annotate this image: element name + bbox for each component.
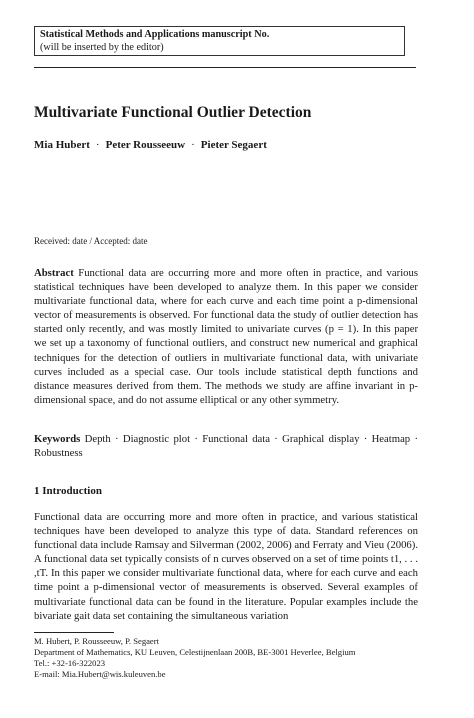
author-separator: · (95, 139, 100, 151)
author-1: Mia Hubert (34, 139, 90, 151)
received-date: Received: date / Accepted: date (34, 236, 148, 246)
author-list (34, 139, 267, 151)
author-separator: · (191, 139, 195, 151)
footnote-authors: M. Hubert, P. Rousseeuw, P. Segaert (34, 636, 159, 646)
abstract-text: Functional data are occurring more and more often in practice, and various statistical techniques have been developed to analyze them. In this paper we consider multivariate functional data, where for each curve and each time point a p-dimensional vector of measurements is observed. For functional data the study of outlier detection has started only recently, and was mostly limited to univariate curves (p = 1). In this paper we set up a taxonomy of functional outliers, and construct new numerical and graphical techniques for the detection of outliers in multivariate functional data, with univariate curves included as a special case. Our tools include statistical depth functions and distance measures derived from them. The methods we study are affine invariant in p-dimensional space, and do not assume elliptical or any other symmetry. (34, 267, 419, 406)
manuscript-box (34, 26, 405, 56)
keywords-label: Keywords (34, 433, 81, 445)
footnote (34, 636, 418, 680)
author-2: Peter Rousseeuw (105, 139, 186, 151)
footnote-rule (34, 632, 114, 633)
abstract-label: Abstract (34, 267, 74, 279)
section-body: Functional data are occurring more and more often in practice, and various statistical techniques have been developed to analyze this type of data. Standard references on functional data include Ramsay and Silverman (2002, 2006) and Ferraty and Vieu (2006). A functional data set typically consists of n curves observed on a set of time points t1, . . . ,tT. In this paper we consider multivariate functional data, where for each curve and each time point a p-dimensional vector of measurements is observed. Several examples of multivariate functional data can be found in the literature. Popular examples include the bivariate gait data set containing the simultaneous variation (34, 511, 418, 622)
abstract (34, 266, 418, 407)
keywords (34, 432, 418, 460)
footnote-email: E-mail: Mia.Hubert@wis.kuleuven.be (34, 669, 166, 679)
manuscript-note: (will be inserted by the editor) (40, 42, 164, 53)
section-heading: 1 Introduction (34, 485, 102, 497)
footnote-telephone: Tel.: +32-16-322023 (34, 658, 106, 668)
keywords-text: Depth · Diagnostic plot · Functional data · Graphical display · Heatmap · Robustness (34, 433, 418, 460)
manuscript-journal: Statistical Methods and Applications manuscript No. (40, 29, 270, 40)
header-rule (34, 67, 416, 68)
paper-title: Multivariate Functional Outlier Detection (34, 104, 312, 121)
author-3: Pieter Segaert (200, 139, 267, 151)
footnote-department: Department of Mathematics, KU Leuven, Celestijnenlaan 200B, BE-3001 Heverlee, Belgium (34, 647, 356, 657)
